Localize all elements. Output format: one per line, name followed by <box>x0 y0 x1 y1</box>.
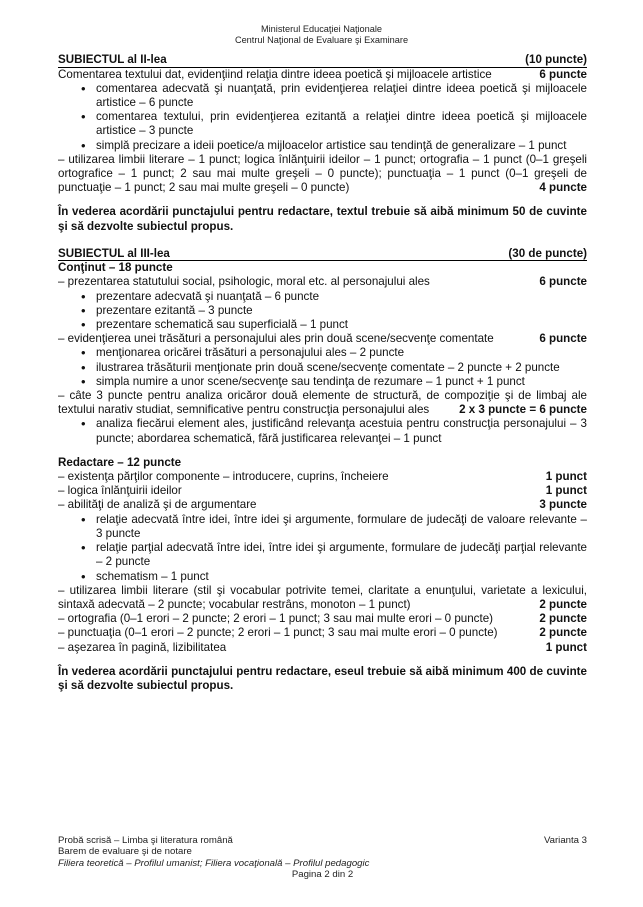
s3-note: În vederea acordării punctajului pentru redactare, eseul trebuie să aibă minimum 400 de cuvinte şi să dezvolte subiectul propus. <box>58 664 587 692</box>
section-3-title: SUBIECTUL al III-lea <box>58 246 170 260</box>
content-heading: Conţinut – 18 puncte <box>58 261 173 275</box>
list-item: • menţionarea oricărei trăsături a personajului ales – 2 puncte <box>58 346 587 360</box>
criterion-row <box>58 332 587 346</box>
section-3-heading <box>58 247 587 262</box>
footer-profile: Filiera teoretică – Profilul umanist; Filiera vocaţională – Profilul pedagogic <box>58 857 370 869</box>
criterion-row <box>58 641 587 655</box>
criterion-row <box>58 484 587 498</box>
page-number: Pagina 2 din 2 <box>291 869 354 881</box>
s2-intro <box>58 68 587 82</box>
criterion-text: – prezentarea statutului social, psihologic, moral etc. al personajului ales <box>58 275 430 289</box>
header-center: Centrul Naţional de Evaluare şi Examinare <box>234 34 409 45</box>
redactare-heading: Redactare – 12 puncte <box>58 455 182 469</box>
footer-exam: Probă scrisă – Limba şi literatura română <box>58 835 233 846</box>
criterion-points: 2 puncte <box>539 626 587 640</box>
list-item: • analiza fiecărui element ales, justificând relevanţa acestuia pentru construcţia personajului – 3 puncte; abordarea schematică, fără justificarea relevanţei – 1 punct <box>58 417 587 445</box>
list-item: • comentarea textului, prin evidenţierea ezitantă a relaţiei dintre ideea poetică şi mijloacele artistice – 3 puncte <box>58 110 587 138</box>
section-2-title: SUBIECTUL al II-lea <box>58 53 167 66</box>
list-item: • schematism – 1 punct <box>58 570 587 584</box>
s2-language-criteria <box>58 153 587 196</box>
list-item: • relaţie adecvată între idei, între idei şi argumente, formulare de judecăţi de valoare relevante – 3 puncte <box>58 513 587 541</box>
criterion-row <box>58 470 587 484</box>
criterion-text: – aşezarea în pagină, lizibilitatea <box>58 640 227 654</box>
criterion-text: – existenţa părţilor componente – introducere, cuprins, încheiere <box>58 470 389 484</box>
criterion-points: 2 puncte <box>539 612 587 626</box>
page-content <box>58 53 587 693</box>
criterion-text: – logica înlănţuirii ideilor <box>58 484 182 498</box>
criterion-text: – abilităţi de analiză şi de argumentare <box>58 498 257 512</box>
criterion-row <box>58 626 587 640</box>
criterion-text: – câte 3 puncte pentru analiza oricăror două elemente de structură, de compoziţie şi de limbaj ale textului narativ studiat, semnificative pentru construcţia personajului ales <box>58 389 587 417</box>
criterion-row <box>58 389 587 417</box>
list-item: • ilustrarea trăsăturii menţionate prin două scene/secvenţe comentate – 2 puncte + 2 puncte <box>58 361 587 375</box>
criterion-text: – utilizarea limbii literare (stil şi vocabular potrivite temei, claritate a enunţului, varietate a lexicului, sintaxă adecvată – 2 puncte; vocabular restrâns, monoton – 1 punct) <box>58 583 587 611</box>
section-2-points: (10 puncte) <box>525 53 587 66</box>
criterion-points: 1 punct <box>545 470 587 484</box>
s2-language-points: 4 puncte <box>539 181 587 195</box>
criterion-row <box>58 612 587 626</box>
criterion-text: – punctuaţia (0–1 erori – 2 puncte; 2 erori – 1 punct; 3 sau mai multe erori – 0 puncte) <box>58 626 498 640</box>
criterion-points: 6 puncte <box>539 332 587 346</box>
criterion-text: – evidenţierea unei trăsături a personajului ales prin două scene/secvenţe comentate <box>58 332 494 346</box>
criterion-points: 2 x 3 puncte = 6 puncte <box>459 403 587 417</box>
footer-barem: Barem de evaluare şi de notare <box>58 846 192 858</box>
criterion-points: 6 puncte <box>539 275 587 289</box>
s2-note: În vederea acordării punctajului pentru redactare, textul trebuie să aibă minimum 50 de cuvinte şi să dezvolte subiectul propus. <box>58 205 587 233</box>
document-header <box>0 24 643 45</box>
s2-intro-text: Comentarea textului dat, evidenţiind relaţia dintre ideea poetică şi mijloacele artistice <box>58 67 492 81</box>
list-item: • simpla numire a unor scene/secvenţe sau tendinţa de rezumare – 1 punct + 1 punct <box>58 375 587 389</box>
criterion-points: 1 punct <box>545 640 587 654</box>
s2-language-text: – utilizarea limbii literare – 1 punct; logica înlănţuirii ideilor – 1 punct; ortografia – 1 punct (0–1 greşeli ortografice – 1 punct; 2 sau mai multe greşeli – 0 puncte); punctuaţia – 1 punct (0–1 greşeli de punctuaţie – 1 punct; 2 sau mai multe greşeli – 0 puncte) <box>58 152 587 195</box>
criterion-row <box>58 275 587 289</box>
list-item: • prezentare schematică sau superficială – 1 punct <box>58 318 587 332</box>
criterion-points: 3 puncte <box>539 498 587 512</box>
list-item: • relaţie parţial adecvată între idei, între idei şi argumente, formulare de judecăţi parţial relevante – 2 puncte <box>58 541 587 569</box>
criterion-text: – ortografia (0–1 erori – 2 puncte; 2 erori – 1 punct; 3 sau mai multe erori – 0 puncte) <box>58 612 494 626</box>
section-3-points: (30 de puncte) <box>508 246 587 260</box>
list-item: • comentarea adecvată şi nuanţată, prin evidenţierea relaţiei dintre ideea poetică şi mijloacele artistice – 6 puncte <box>58 82 587 110</box>
s2-intro-points: 6 puncte <box>539 67 587 81</box>
footer-variant: Varianta 3 <box>543 835 587 846</box>
criterion-points: 2 puncte <box>539 597 587 611</box>
list-item: • prezentare adecvată şi nuanţată – 6 puncte <box>58 290 587 304</box>
criterion-points: 1 punct <box>545 484 587 498</box>
header-ministry: Ministerul Educaţiei Naţionale <box>260 24 383 34</box>
list-item: • prezentare ezitantă – 3 puncte <box>58 304 587 318</box>
document-footer <box>58 835 587 881</box>
list-item: • simplă precizare a ideii poetice/a mijloacelor artistice sau tendinţă de generalizare – 1 punct <box>58 139 587 153</box>
section-2-heading <box>58 53 587 68</box>
criterion-row <box>58 498 587 512</box>
criterion-row <box>58 584 587 612</box>
